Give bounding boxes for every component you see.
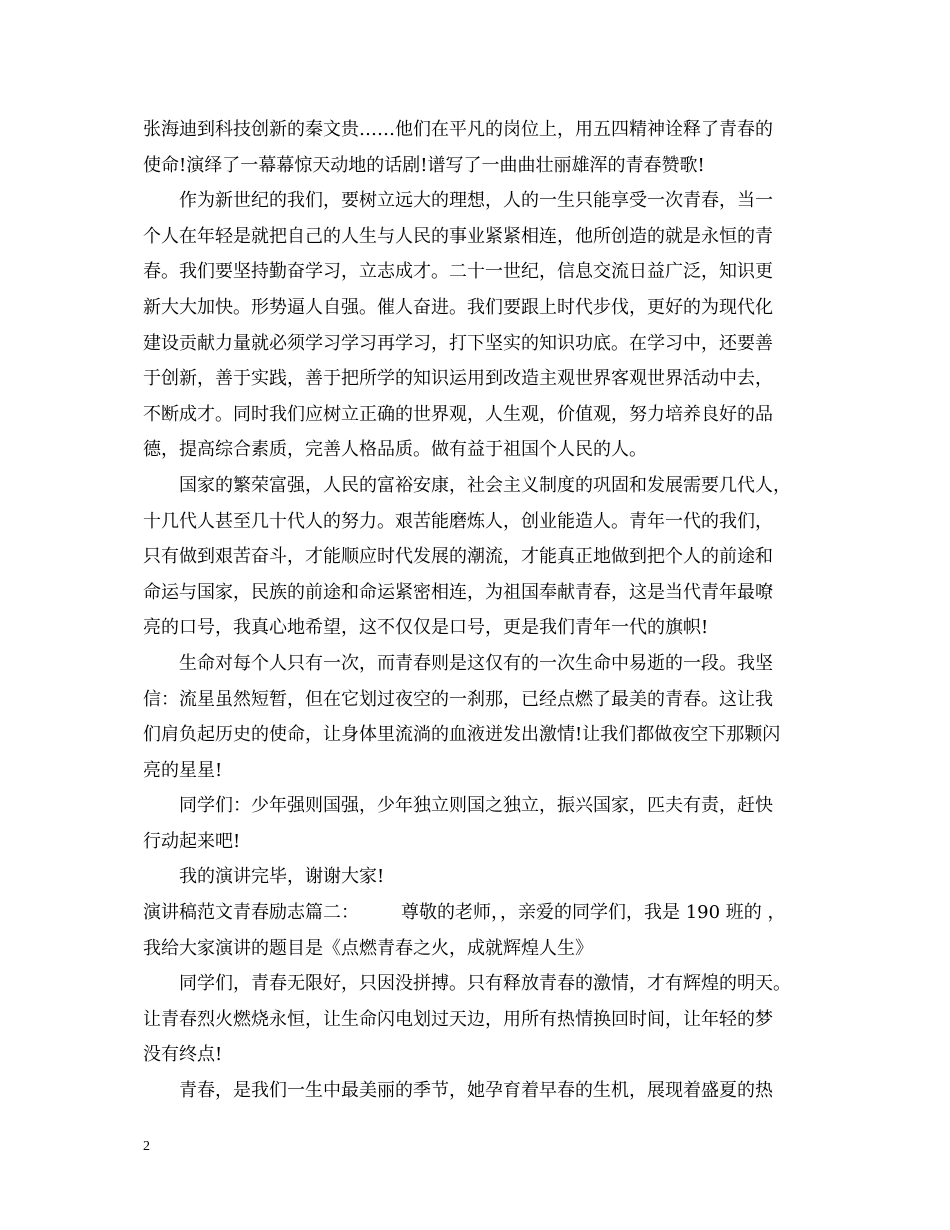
section-heading: 演讲稿范文青春励志篇二： xyxy=(143,902,359,924)
text-line: 个人在年轻是就把自己的人生与人民的事业紧紧相连，他所创造的就是永恒的青 xyxy=(143,225,773,247)
text-line: 张海迪到科技创新的秦文贵……他们在平凡的岗位上，用五四精神诠释了青春的 xyxy=(143,119,773,140)
text-line: 德，提高综合素质，完善人格品质。做有益于祖国个人民的人。 xyxy=(143,439,647,461)
text-line: 同学们：少年强则国强，少年独立则国之独立，振兴国家，匹夫有责，赶快 xyxy=(179,795,773,817)
text-line: 们肩负起历史的使命，让身体里流淌的血液迸发出激情!让我们都做夜空下那颗闪 xyxy=(143,724,781,746)
text-line: 建设贡献力量就必须学习学习再学习，打下坚实的知识功底。在学习中，还要善 xyxy=(143,332,773,354)
text-line: 不断成才。同时我们应树立正确的世界观，人生观，价值观，努力培养良好的品 xyxy=(143,403,773,425)
text-line: 我的演讲完毕，谢谢大家! xyxy=(179,866,385,888)
text-line: 生命对每个人只有一次，而青春则是这仅有的一次生命中易逝的一段。我坚 xyxy=(179,652,773,674)
text-line: 行动起来吧! xyxy=(143,830,241,852)
text-line: 春。我们要坚持勤奋学习，立志成才。二十一世纪，信息交流日益广泛，知识更 xyxy=(143,261,773,283)
text-line: 同学们，青春无限好，只因没拼搏。只有释放青春的激情，才有辉煌的明天。 xyxy=(179,973,791,995)
body-text xyxy=(143,112,823,1109)
text-line: 信：流星虽然短暂，但在它划过夜空的一刹那，已经点燃了最美的青春。这让我 xyxy=(143,688,773,710)
text-line: 青春，是我们一生中最美丽的季节，她孕育着早春的生机，展现着盛夏的热 xyxy=(179,1080,773,1102)
text-line: 使命!演绎了一幕幕惊天动地的话剧!谱写了一曲曲壮丽雄浑的青春赞歌! xyxy=(143,154,705,176)
text-line: 十几代人甚至几十代人的努力。艰苦能磨炼人，创业能造人。青年一代的我们， xyxy=(143,510,773,532)
text-line: 让青春烈火燃烧永恒，让生命闪电划过天边，用所有热情换回时间，让年轻的梦 xyxy=(143,1008,773,1030)
text-line: 我给大家演讲的题目是《点燃青春之火，成就辉煌人生》 xyxy=(143,937,593,959)
page-number: 2 xyxy=(143,1139,150,1154)
section-heading-line xyxy=(143,895,823,931)
text-line: 于创新，善于实践，善于把所学的知识运用到改造主观世界客观世界活动中去， xyxy=(143,368,773,390)
text-line: 只有做到艰苦奋斗，才能顺应时代发展的潮流，才能真正地做到把个人的前途和 xyxy=(143,546,773,568)
text-line: 命运与国家，民族的前途和命运紧密相连，为祖国奉献青春，这是当代青年最嘹 xyxy=(143,581,773,603)
text-line: 作为新世纪的我们，要树立远大的理想，人的一生只能享受一次青春，当一 xyxy=(179,190,773,212)
text-line: 没有终点! xyxy=(143,1044,223,1066)
text-line: 亮的口号，我真心地希望，这不仅仅是口号，更是我们青年一代的旗帜! xyxy=(143,617,709,639)
text-line: 国家的繁荣富强，人民的富裕安康，社会主义制度的巩固和发展需要几代人， xyxy=(179,474,791,496)
text-line: 亮的星星! xyxy=(143,759,223,781)
text-line: 新大大加快。形势逼人自强。催人奋进。我们要跟上时代步伐，更好的为现代化 xyxy=(143,296,773,318)
greeting-text: 尊敬的老师，，亲爱的同学们，我是 190 班的 ， xyxy=(401,902,786,924)
